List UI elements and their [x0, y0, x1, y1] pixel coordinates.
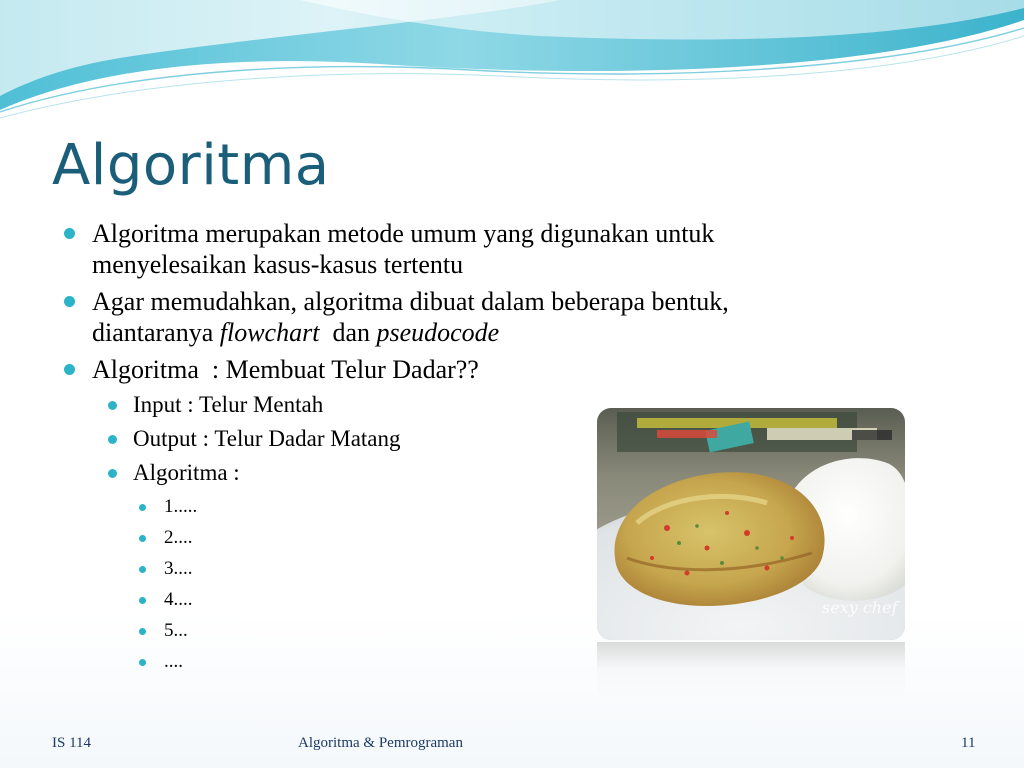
- omelette-rice-image: [597, 408, 905, 640]
- step-item: 3....: [164, 558, 193, 579]
- pseudocode-term: pseudocode: [376, 318, 500, 347]
- step-item: 4....: [164, 589, 193, 610]
- photo-reflection: [597, 642, 905, 702]
- bullet-2-text-pre: diantaranya: [92, 318, 220, 347]
- step-dot-icon: [139, 504, 146, 511]
- bullet-2-line-1: Agar memudahkan, algoritma dibuat dalam beberapa bentuk,: [92, 287, 729, 316]
- omelette-photo: [597, 408, 905, 640]
- sub-bullet-dot-icon: [108, 401, 117, 410]
- bullet-1-line-1: Algoritma merupakan metode umum yang digunakan untuk: [92, 219, 715, 248]
- sub-bullet-output: Output : Telur Dadar Matang: [133, 426, 401, 451]
- flowchart-term: flowchart: [219, 318, 320, 347]
- photo-watermark: sexy chef: [822, 598, 898, 617]
- step-item: 2....: [164, 527, 193, 548]
- header-wave-decoration: [0, 0, 1024, 130]
- footer-course-code: IS 114: [52, 735, 92, 751]
- step-dot-icon: [139, 659, 146, 666]
- step-item: 5...: [164, 620, 188, 641]
- step-dot-icon: [139, 535, 146, 542]
- step-dot-icon: [139, 597, 146, 604]
- step-item: ....: [164, 651, 183, 672]
- step-item: 1.....: [164, 496, 198, 517]
- footer-page-number: 11: [961, 735, 976, 751]
- bullet-3-line: Algoritma : Membuat Telur Dadar??: [92, 355, 479, 384]
- sub-bullet-dot-icon: [108, 435, 117, 444]
- bullet-dot-icon: [64, 296, 75, 307]
- footer-course-title: Algoritma & Pemrograman: [298, 735, 463, 751]
- sub-bullet-algoritma: Algoritma :: [133, 460, 240, 485]
- bullet-1-line-2: menyelesaikan kasus-kasus tertentu: [92, 250, 464, 279]
- slide-title: Algoritma: [52, 133, 330, 198]
- omelette-illustration: [597, 408, 905, 640]
- bullet-2-line-2: [92, 317, 499, 348]
- bullet-dot-icon: [64, 364, 75, 375]
- step-dot-icon: [139, 628, 146, 635]
- sub-bullet-dot-icon: [108, 469, 117, 478]
- bullet-dot-icon: [64, 228, 75, 239]
- step-dot-icon: [139, 566, 146, 573]
- bullet-2-text-mid: dan: [319, 318, 377, 347]
- sub-bullet-input: Input : Telur Mentah: [133, 392, 324, 417]
